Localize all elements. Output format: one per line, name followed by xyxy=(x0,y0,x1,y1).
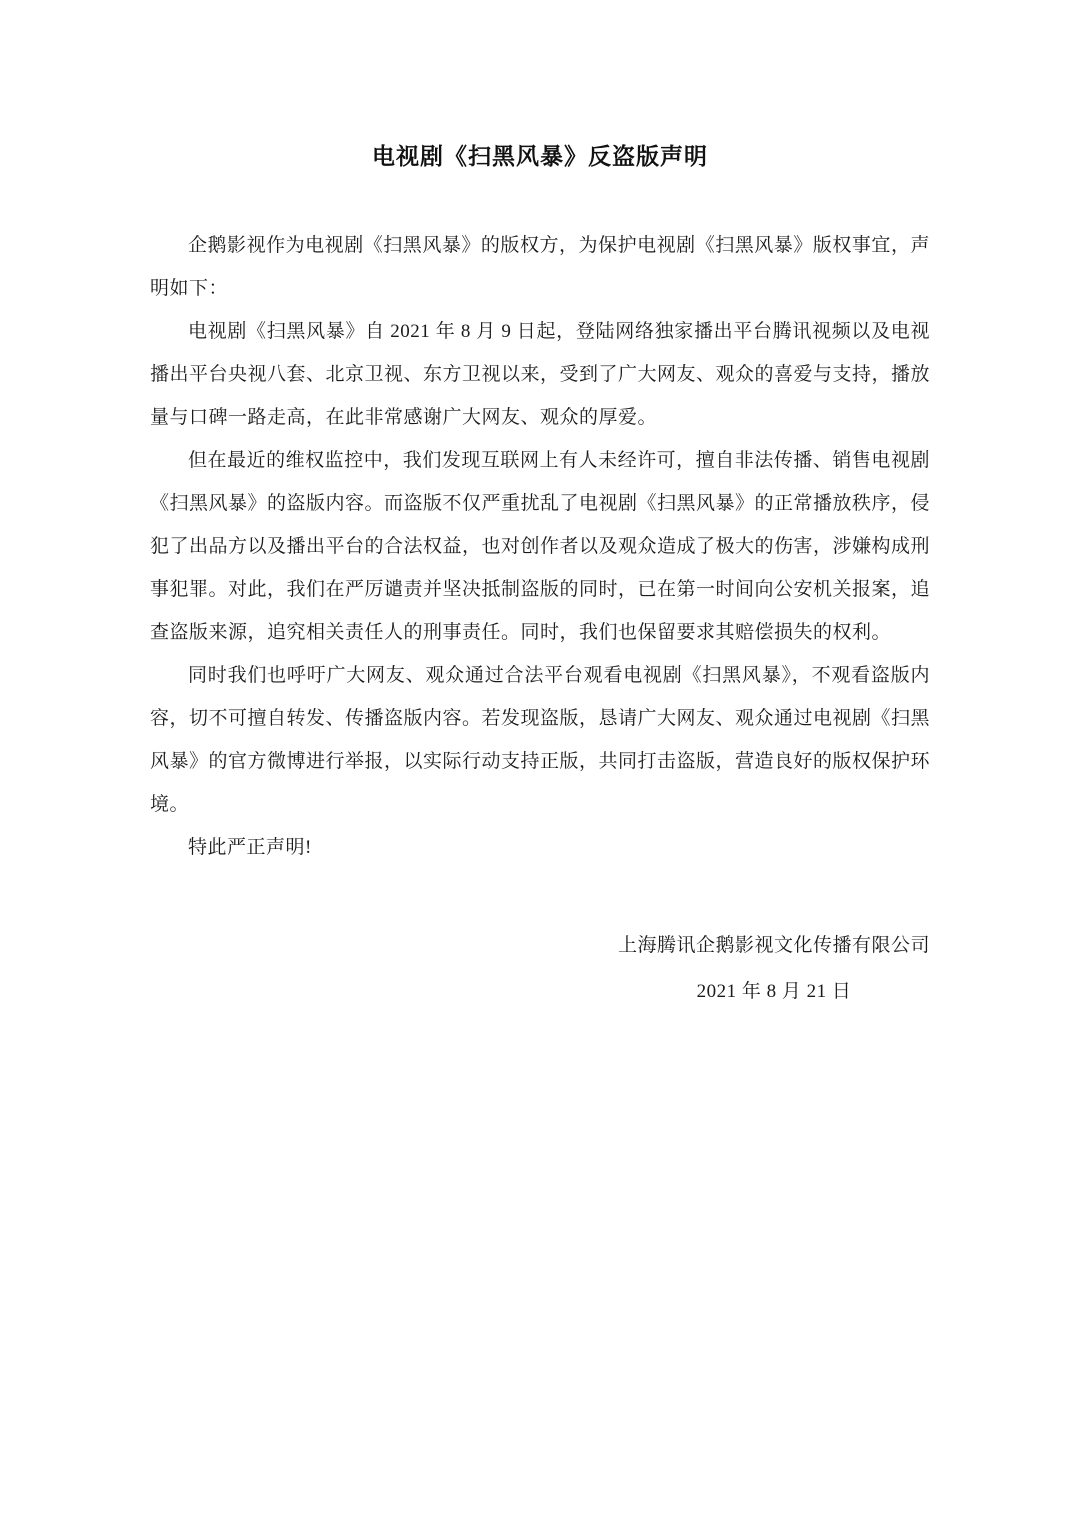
paragraph-piracy-findings: 但在最近的维权监控中，我们发现互联网上有人未经许可，擅自非法传播、销售电视剧《扫黑风暴》的盗版内容。而盗版不仅严重扰乱了电视剧《扫黑风暴》的正常播放秩序，侵犯了出品方以及播出平台的合法权益，也对创作者以及观众造成了极大的伤害，涉嫌构成刑事犯罪。对此，我们在严厉谴责并坚决抵制盗版的同时，已在第一时间向公安机关报案，追查盗版来源，追究相关责任人的刑事责任。同时，我们也保留要求其赔偿损失的权利。 xyxy=(150,450,931,643)
paragraph-appeal: 同时我们也呼吁广大网友、观众通过合法平台观看电视剧《扫黑风暴》，不观看盗版内容，切不可擅自转发、传播盗版内容。若发现盗版，恳请广大网友、观众通过电视剧《扫黑风暴》的官方微博进行举报，以实际行动支持正版，共同打击盗版，营造良好的版权保护环境。 xyxy=(150,665,931,815)
paragraph-closing: 特此严正声明! xyxy=(188,837,312,858)
page-title: 电视剧《扫黑风暴》反盗版声明 xyxy=(372,143,708,169)
signature-company: 上海腾讯企鹅影视文化传播有限公司 xyxy=(617,935,930,956)
paragraph-intro: 企鹅影视作为电视剧《扫黑风暴》的版权方，为保护电视剧《扫黑风暴》版权事宜，声明如下： xyxy=(150,235,930,299)
signature-inner xyxy=(618,924,930,1017)
signature-block xyxy=(150,924,930,1017)
signature-date: 2021 年 8 月 21 日 xyxy=(696,981,852,1002)
paragraph-broadcast-info: 电视剧《扫黑风暴》自 2021 年 8 月 9 日起，登陆网络独家播出平台腾讯视频以及电视播出平台央视八套、北京卫视、东方卫视以来，受到了广大网友、观众的喜爱与支持，播放量与口碑一路走高，在此非常感谢广大网友、观众的厚爱。 xyxy=(150,321,931,428)
